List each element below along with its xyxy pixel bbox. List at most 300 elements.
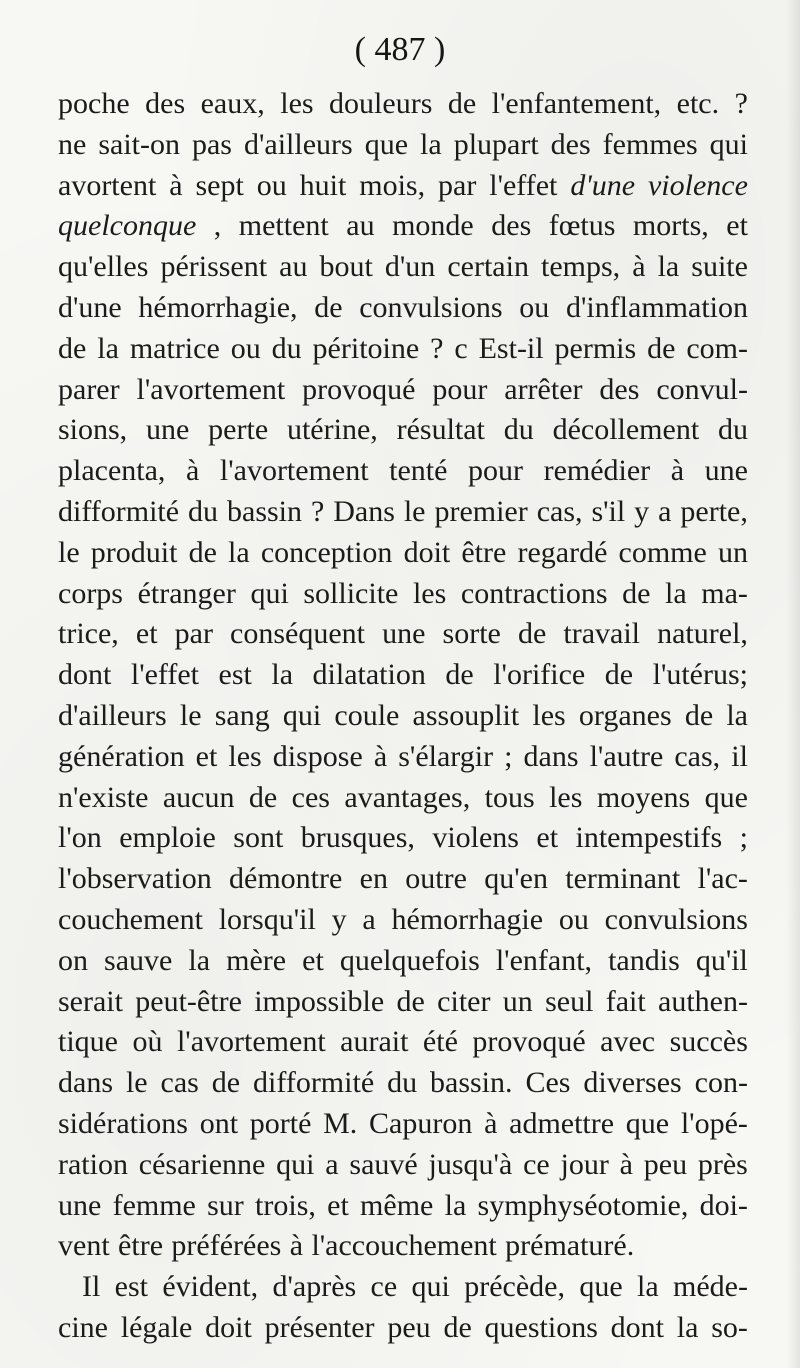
word: une — [58, 1188, 102, 1222]
word: sang — [214, 698, 270, 732]
word: , — [213, 209, 222, 243]
word: des — [145, 87, 186, 120]
word: que — [625, 1106, 670, 1140]
text-line — [58, 451, 748, 492]
word: M. — [323, 1106, 358, 1140]
word: pour — [432, 372, 488, 406]
word: la — [228, 535, 250, 569]
text-line — [58, 206, 748, 247]
word: sollicite — [303, 576, 399, 610]
word: sept — [195, 168, 244, 202]
word: par — [438, 168, 477, 202]
word: césarienne — [138, 1147, 266, 1181]
word: y — [634, 494, 650, 528]
word: hémorrhagie — [391, 902, 544, 936]
word: placenta, — [58, 454, 166, 488]
word: été — [422, 1025, 458, 1059]
word: quelquefois — [339, 943, 480, 977]
word: assouplit — [412, 698, 520, 732]
text-line — [58, 370, 748, 411]
word: qu'il — [695, 943, 748, 977]
word: aurait — [340, 1025, 409, 1059]
word: qui — [709, 127, 748, 161]
word: avantages, — [344, 780, 471, 814]
word: de — [684, 698, 714, 732]
word: ; — [739, 821, 748, 855]
word: qu'elles — [58, 250, 149, 284]
word: la — [657, 250, 680, 284]
word: jusqu'à — [428, 1147, 513, 1181]
word: conception — [260, 535, 393, 569]
word: de — [443, 1310, 472, 1344]
word: on — [58, 943, 88, 977]
word: des — [550, 127, 591, 161]
word: du — [188, 494, 219, 528]
word: utérine, — [286, 413, 378, 447]
word: le — [125, 1066, 148, 1100]
word: l'observation — [58, 862, 212, 896]
word: les — [532, 698, 566, 732]
word: l'avortement — [136, 372, 286, 406]
word: huit — [299, 168, 347, 202]
text-line-words — [82, 1267, 748, 1308]
text-line-words — [58, 1186, 748, 1227]
word: citer — [437, 984, 491, 1018]
word: l'ac- — [697, 862, 748, 896]
word: être — [118, 1229, 164, 1263]
word: l'opé- — [680, 1106, 748, 1140]
word: à — [186, 454, 200, 488]
text-line-words — [58, 1308, 748, 1349]
word: d'un — [384, 250, 436, 284]
word: les — [228, 739, 262, 773]
text-line-words — [58, 370, 748, 411]
word: a — [658, 494, 672, 528]
word: dans — [523, 739, 579, 773]
word: fœtus — [548, 209, 616, 243]
word: trice, — [58, 617, 119, 651]
word: sauve — [104, 943, 173, 977]
word: péritoine — [312, 331, 420, 365]
text-line — [58, 614, 748, 655]
word: le — [58, 535, 80, 569]
text-line — [58, 410, 748, 451]
word: du — [503, 413, 534, 447]
word: la — [726, 698, 748, 732]
word: près — [697, 1147, 748, 1181]
text-line — [58, 84, 748, 125]
text-line — [58, 1022, 748, 1063]
italic-word: quelconque — [58, 209, 197, 243]
word: une — [382, 617, 426, 651]
word: cas, — [536, 494, 583, 528]
word: du — [387, 1066, 418, 1100]
text-line-words — [58, 941, 748, 982]
word: y — [331, 902, 347, 936]
word: a — [362, 902, 376, 936]
word: résultat — [396, 413, 485, 447]
word: préférées — [171, 1229, 282, 1263]
word: d'ailleurs — [58, 698, 167, 732]
word: de — [445, 658, 474, 692]
word: Est-il — [478, 331, 544, 365]
word: tenté — [389, 454, 448, 488]
word: ; — [504, 739, 513, 773]
text-line — [58, 533, 748, 574]
word: et — [195, 739, 218, 773]
word: bassin — [227, 494, 302, 528]
word: corps — [58, 576, 123, 610]
word: l'avortement — [176, 1025, 326, 1059]
word: qui — [250, 576, 289, 610]
word: est — [114, 1270, 148, 1304]
text-line — [58, 125, 748, 166]
word: premier — [434, 494, 528, 528]
word: de — [211, 1066, 241, 1100]
word: emploie — [119, 821, 216, 855]
word: n'existe — [58, 780, 149, 814]
word: ration — [58, 1147, 128, 1181]
text-line-words — [58, 737, 748, 778]
text-line-words — [58, 288, 748, 329]
italic-word: d'une — [570, 168, 636, 202]
word: doit — [205, 1310, 252, 1344]
word: admettre — [509, 1106, 615, 1140]
word: prématuré. — [505, 1229, 635, 1263]
word: précède, — [464, 1270, 565, 1304]
word: conséquent — [230, 617, 366, 651]
word: être — [461, 535, 507, 569]
word: plupart — [453, 127, 539, 161]
word: l'enfant, — [495, 943, 593, 977]
word: une — [704, 454, 748, 488]
text-line-words — [58, 1022, 748, 1063]
text-line-words — [58, 329, 748, 370]
word: en — [359, 862, 388, 896]
word: l'effet — [130, 658, 200, 692]
word: Ces — [525, 1066, 571, 1100]
word: a — [325, 1147, 339, 1181]
word: de — [647, 331, 676, 365]
word: moyens — [596, 780, 691, 814]
word: vent — [58, 1229, 110, 1263]
word: démontre — [229, 862, 343, 896]
word: que — [579, 1270, 623, 1304]
text-line — [58, 737, 748, 778]
word: violens — [432, 821, 519, 855]
word: légale — [120, 1310, 193, 1344]
text-line-words — [58, 655, 748, 696]
text-line — [58, 859, 748, 900]
text-line-words — [58, 84, 748, 125]
text-line-words — [58, 900, 748, 941]
word: difformité — [253, 1066, 375, 1100]
word: du — [271, 331, 302, 365]
word: symphyséotomie, — [477, 1188, 689, 1222]
word: il — [731, 739, 748, 773]
text-line — [58, 1063, 748, 1104]
word: tandis — [608, 943, 680, 977]
word: le — [403, 494, 426, 528]
word: la — [665, 576, 687, 610]
text-line — [58, 655, 748, 696]
word: s'il — [591, 494, 626, 528]
word: pas — [191, 127, 232, 161]
word: évident, — [162, 1270, 259, 1304]
word: la — [676, 1310, 699, 1344]
word: convulsions — [359, 290, 503, 324]
word: bout — [319, 250, 373, 284]
word: com- — [686, 331, 748, 365]
word: brusques, — [300, 821, 415, 855]
word: à — [484, 1106, 498, 1140]
word: seul — [545, 984, 594, 1018]
word: périssent — [160, 250, 268, 284]
word: authen- — [658, 984, 748, 1018]
word: l'on — [58, 821, 102, 855]
word: questions — [484, 1310, 598, 1344]
word: difformité — [58, 494, 180, 528]
word: à — [169, 168, 183, 202]
word: succès — [669, 1025, 748, 1059]
text-line — [58, 941, 748, 982]
word: de — [396, 984, 425, 1018]
word: mois, — [359, 168, 426, 202]
word: ? — [310, 494, 325, 528]
text-line-words — [58, 1226, 748, 1267]
word: pour — [468, 454, 524, 488]
word: provoqué — [472, 1025, 586, 1059]
word: contractions — [460, 576, 608, 610]
word: peu — [387, 1310, 431, 1344]
word: à — [670, 454, 685, 488]
text-line-words — [58, 1104, 748, 1145]
word: Il — [82, 1270, 101, 1304]
word: que — [704, 780, 748, 814]
word: ou — [256, 168, 287, 202]
text-line — [58, 1226, 748, 1267]
word: ? — [430, 331, 444, 365]
text-line-words — [58, 533, 748, 574]
word: porté — [249, 1106, 312, 1140]
word: à — [373, 739, 388, 773]
word: l'accouchement — [311, 1229, 497, 1263]
word: organes — [578, 698, 672, 732]
word: la — [271, 658, 294, 692]
text-line-words — [58, 614, 748, 655]
word: de — [188, 535, 217, 569]
word: qui — [276, 1147, 315, 1181]
text-line-words — [58, 574, 748, 615]
word: du — [718, 413, 748, 447]
word: terminant — [565, 862, 681, 896]
word: fait — [605, 984, 646, 1018]
word: etc. — [676, 87, 720, 120]
word: permis — [554, 331, 637, 365]
word: au — [279, 250, 308, 284]
word: et — [327, 1188, 349, 1222]
word: mère — [226, 943, 287, 977]
word: intempestifs — [575, 821, 723, 855]
text-line-words — [58, 696, 748, 737]
page-number: ( 487 ) — [354, 31, 446, 68]
text-line-words — [58, 778, 748, 819]
word: coule — [334, 698, 400, 732]
word: temps, — [541, 250, 621, 284]
word: monde — [392, 209, 474, 243]
word: de — [314, 290, 343, 324]
word: des — [491, 209, 532, 243]
word: couchement — [58, 902, 203, 936]
text-line-words — [58, 125, 748, 166]
text-line — [58, 778, 748, 819]
word: travail — [563, 617, 641, 651]
word: et — [135, 617, 158, 651]
word: l'avortement — [219, 454, 369, 488]
word: douleurs — [329, 87, 433, 120]
word: naturel, — [657, 617, 748, 651]
text-line-words — [58, 1145, 748, 1186]
word: impossible — [254, 984, 385, 1018]
word: ont — [199, 1106, 239, 1140]
word: lorsqu'il — [218, 902, 316, 936]
word: produit — [90, 535, 178, 569]
word: d'après — [272, 1270, 357, 1304]
word: et — [302, 943, 324, 977]
word: ma- — [701, 576, 748, 610]
text-line-words — [58, 859, 748, 900]
word: peu — [643, 1147, 688, 1181]
word: des — [599, 372, 640, 406]
word: de — [622, 576, 651, 610]
word: Dans — [333, 494, 395, 528]
word: d'une — [58, 290, 122, 324]
text-line — [58, 329, 748, 370]
word: génération — [58, 739, 185, 773]
word: femme — [112, 1188, 196, 1222]
text-line — [58, 818, 748, 859]
word: arrêter — [504, 372, 583, 406]
word: les — [412, 576, 447, 610]
word: présenter — [264, 1310, 375, 1344]
word: les — [549, 780, 583, 814]
word: hémorrhagie, — [138, 290, 298, 324]
word: aucun — [162, 780, 235, 814]
word: de — [517, 617, 547, 651]
word: dont — [58, 658, 112, 692]
word: ce — [523, 1147, 550, 1181]
word: peut-être — [135, 984, 242, 1018]
word: provoqué — [302, 372, 416, 406]
word: de — [248, 780, 278, 814]
word: dispose — [272, 739, 363, 773]
text-line-words — [58, 206, 748, 247]
word: perte — [208, 413, 269, 447]
text-line — [58, 574, 748, 615]
word: so- — [711, 1310, 748, 1344]
word: s'élargir — [398, 739, 494, 773]
text-line-words — [58, 166, 748, 207]
word: sait-on — [98, 127, 180, 161]
word: bassin. — [430, 1066, 513, 1100]
word: d'ailleurs — [243, 127, 353, 161]
word: ou — [558, 902, 589, 936]
word: cas — [160, 1066, 199, 1100]
word: même — [360, 1188, 434, 1222]
word: tique — [58, 1025, 118, 1059]
word: le — [179, 698, 202, 732]
word: serait — [58, 984, 123, 1018]
word: perte, — [680, 494, 748, 528]
word: dilatation — [312, 658, 426, 692]
word: l'autre — [589, 739, 664, 773]
word: est — [218, 658, 252, 692]
word: ce — [370, 1270, 398, 1304]
word: ou — [230, 331, 261, 365]
text-line-words — [58, 492, 748, 533]
text-line — [58, 288, 748, 329]
word: comme — [618, 535, 707, 569]
word: tous — [484, 780, 535, 814]
word: doi- — [699, 1188, 748, 1222]
word: con- — [694, 1066, 748, 1100]
word: de — [58, 331, 87, 365]
word: sont — [233, 821, 284, 855]
word: à — [289, 1229, 304, 1263]
word: qui — [282, 698, 322, 732]
body-text — [58, 84, 748, 1349]
word: matrice — [129, 331, 220, 365]
word: un — [502, 984, 533, 1018]
word: convulsions — [604, 902, 748, 936]
word: sorte — [442, 617, 501, 651]
word: remédier — [543, 454, 651, 488]
word: regardé — [517, 535, 608, 569]
word: ou — [519, 290, 550, 324]
word: doit — [403, 535, 451, 569]
text-line — [58, 247, 748, 288]
word: décollement — [552, 413, 700, 447]
word: sions, — [58, 413, 128, 447]
text-line — [58, 1308, 748, 1349]
word: étranger — [137, 576, 236, 610]
text-line — [58, 492, 748, 533]
word: ? — [734, 87, 748, 120]
word: cine — [58, 1310, 108, 1344]
word: par — [174, 617, 213, 651]
word: à — [619, 1147, 633, 1181]
word: diverses — [583, 1066, 682, 1100]
word: sidérations — [58, 1106, 188, 1140]
word: ne — [58, 127, 87, 161]
text-line — [58, 696, 748, 737]
text-line — [58, 1267, 748, 1308]
word: femmes — [602, 127, 698, 161]
text-line — [58, 900, 748, 941]
word: cas, — [674, 739, 721, 773]
word: l'enfantement, — [491, 87, 662, 120]
word: mettent — [238, 209, 329, 243]
word: l'effet — [489, 168, 558, 202]
word: certain — [447, 250, 529, 284]
word: convul- — [656, 372, 748, 406]
word: sauvé — [349, 1147, 418, 1181]
word: c — [454, 331, 468, 365]
text-line — [58, 1104, 748, 1145]
word: suite — [691, 250, 748, 284]
word: trois, — [255, 1188, 316, 1222]
word: la — [97, 331, 119, 365]
